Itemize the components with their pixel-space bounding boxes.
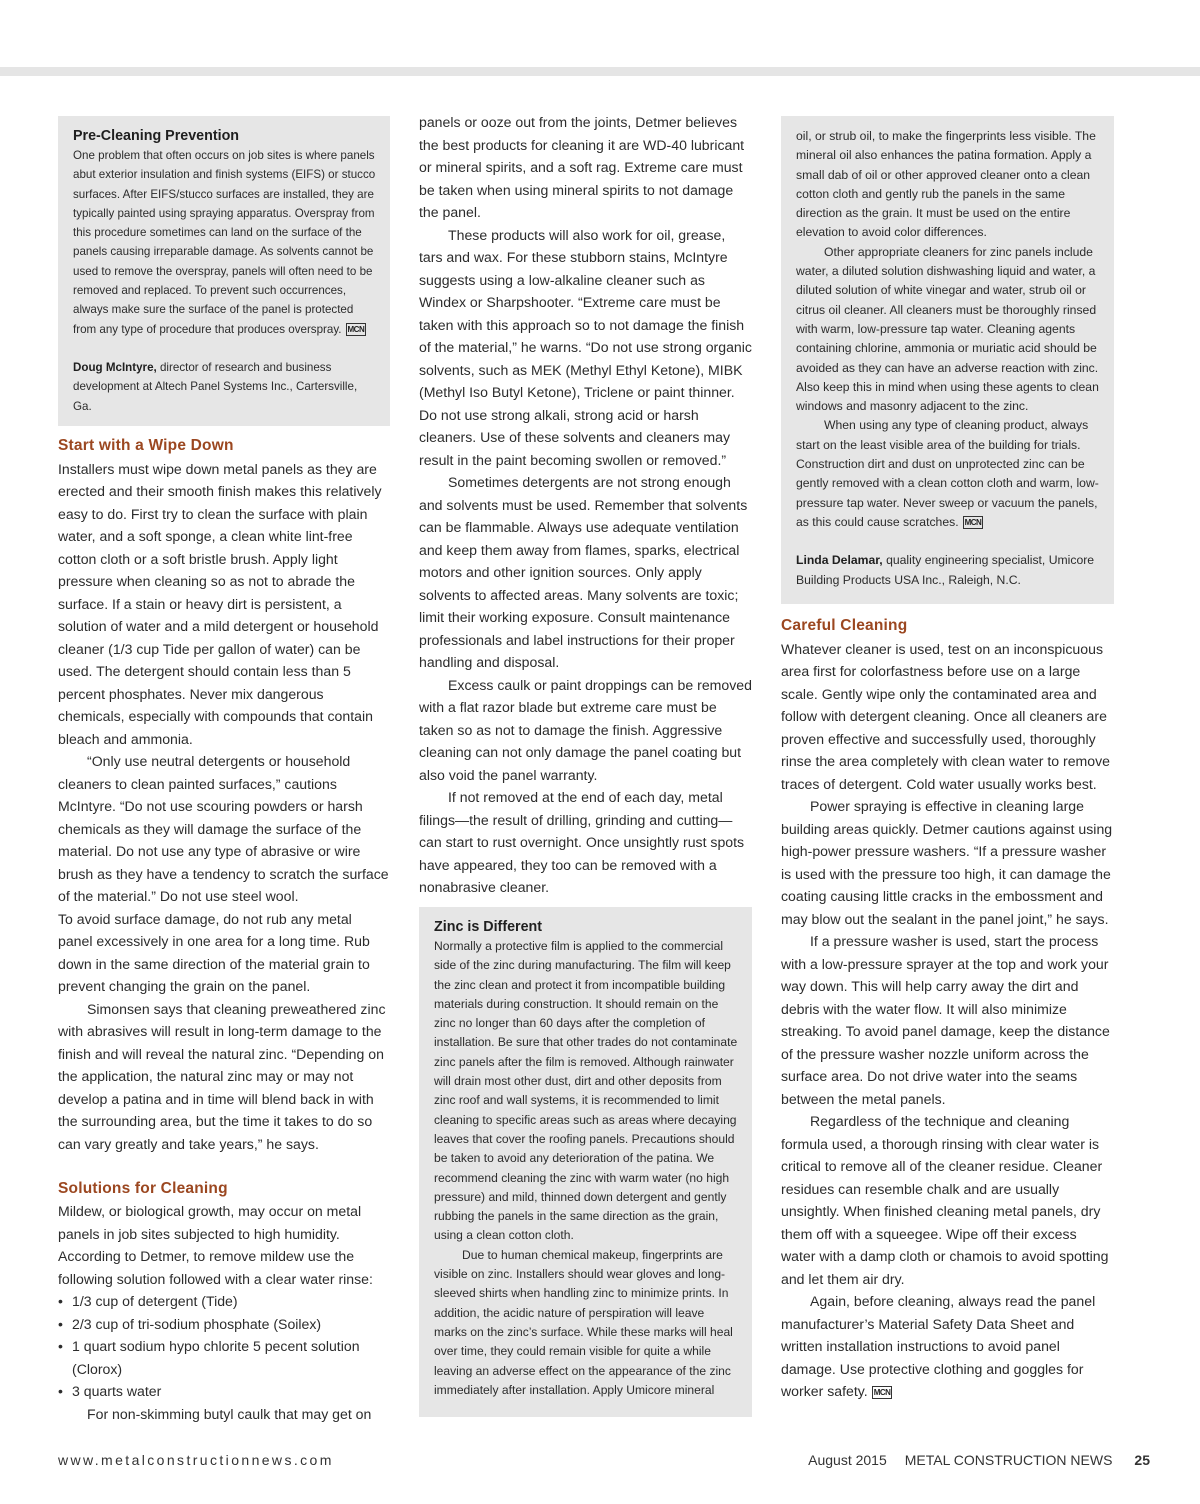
sidebar-zinc: [419, 907, 752, 1417]
bullet-list: [58, 1290, 390, 1403]
article-column-2: [419, 111, 752, 899]
heading-solutions: Solutions for Cleaning: [58, 1179, 228, 1197]
paragraph: If not removed at the end of each day, metal filings—the result of drilling, grinding and cutting—can start to rust overnight. Once unsightly rust spots have appeared, they too can be removed with a nonabrasive cleaner.: [419, 789, 745, 895]
paragraph: Excess caulk or paint droppings can be removed with a flat razor blade but extreme care must be taken so as not to damage the finish. Aggressive cleaning can not only damage the panel coating but also void the panel warranty.: [419, 676, 752, 783]
sidebar-body: Normally a protective film is applied to the commercial side of the zinc during manufacturing. The film will keep the zinc clean and protect it from incompatible building materials during construction. It should remain on the zinc no longer than 60 days after the completion of installation. Be sure that other trades do not contaminate zinc panels after the film is removed. Although rainwater will drain most other dust, dirt and other deposits from zinc roof and wall systems, it is recommended to limit cleaning to specific areas such as areas where decaying leaves that cover the roofing panels. Precautions should be taken to avoid any deterioration of the patina. We recommend cleaning the zinc with warm water (no high pressure) and mild, thinned down detergent and gently rubbing the panels in the same direction as the grain, using a clean cotton cloth.: [434, 939, 738, 1243]
article-column-1: [58, 435, 390, 1425]
paragraph: These products will also work for oil, grease, tars and wax. For these stubborn stains, McIntyre suggests using a low-alkaline cleaner such as Windex or Sharpshooter. “Extreme care must be taken with this approach so to not damage the finish of the material,” he warns. “Do not use strong organic solvents, such as MEK (Methyl Ethyl Ketone), MIBK (Methyl Iso Butyl Ketone), Triclene or paint thinner. Do not use strong alkali, strong acid or harsh cleaners. Use of these solvents and cleaners may result in the paint becoming swollen or removed.”: [419, 226, 752, 468]
sidebar-byline: Doug McIntyre, director of research and business development at Altech Panel Systems Inc., Cartersville, Ga.: [73, 360, 358, 413]
mcn-logo-icon: MCN: [873, 1388, 891, 1397]
sidebar-zinc-continued: [781, 116, 1114, 604]
paragraph: Power spraying is effective in cleaning large building areas quickly. Detmer cautions against using high-power pressure washers. “If a pressure washer is used with the pressure too high, it can damage the coating causing little cracks in the embossment and may blow out the sealant in the panel joint,” he says.: [781, 798, 1113, 927]
sidebar-byline: Linda Delamar, quality engineering specialist, Umicore Building Products USA Inc., Raleigh, N.C.: [796, 553, 1095, 587]
paragraph: Sometimes detergents are not strong enough and solvents must be used. Remember that solvents can be flammable. Always use adequate ventilation and keep them away from flames, sparks, electrical motors and other ignition sources. Only apply solvents to affected areas. Many solvents are toxic; limit their working exposure. Consult maintenance professionals and label instructions for their proper handling and disposal.: [419, 474, 748, 670]
page-number: 25: [1134, 1452, 1150, 1468]
list-item: • 2/3 cup of tri-sodium phosphate (Soilex): [58, 1313, 390, 1336]
list-item: • 3 quarts water: [58, 1380, 390, 1403]
article-column-3: [781, 615, 1114, 1403]
list-item: • 1 quart sodium hypo chlorite 5 pecent solution (Clorox): [58, 1335, 390, 1380]
footer-publication: METAL CONSTRUCTION NEWS: [904, 1452, 1113, 1468]
paragraph: If a pressure washer is used, start the process with a low-pressure sprayer at the top and work your way down. This will help carry away the dirt and debris with the water flow. It will also minimize streaking. To avoid panel damage, keep the distance of the pressure washer nozzle uniform across the surface area. Do not drive water into the seams between the metal panels.: [781, 933, 1110, 1107]
sidebar-body: Other appropriate cleaners for zinc panels include water, a diluted solution dishwashing liquid and water, a diluted solution of white vinegar and water, strub oil or citrus oil cleaner. All cleaners must be thoroughly rinsed with warm, low-pressure tap water. Cleaning agents containing chlorine, ammonia or muriatic acid should be avoided as they can have an adverse reaction with zinc. Also keep this in mind when using these agents to clean windows and masonry adjacent to the zinc.: [796, 244, 1099, 414]
sidebar-body: When using any type of cleaning product, always start on the least visible area of the building for trials. Construction dirt and dust on unprotected zinc can be gently removed with a clean cotton cloth and warm, low-pressure tap water. Never sweep or vacuum the panels, as this could cause scratches. MCN: [796, 418, 1099, 529]
heading-wipe-down: Start with a Wipe Down: [58, 437, 234, 454]
list-item: • 1/3 cup of detergent (Tide): [58, 1290, 390, 1313]
footer-website-link[interactable]: www.metalconstructionnews.com: [58, 1452, 334, 1468]
paragraph: Whatever cleaner is used, test on an inconspicuous area first for colorfastness before use on a large scale. Gently wipe only the contaminated area and follow with detergent cleaning. Once all cleaners are proven effective and successfully used, thoroughly rinse the area completely with clean water to remove traces of detergent. Cold water usually works best.: [781, 640, 1111, 792]
paragraph: Simonsen says that cleaning preweathered zinc with abrasives will result in long-term damage to the finish and will reveal the natural zinc. “Depending on the application, the natural zinc may or may not develop a patina and in time will blend back in with the surrounding area, but the time it takes to do so can vary greatly and take years,” he says.: [58, 1000, 386, 1152]
sidebar-title: Zinc is Different: [434, 919, 543, 935]
sidebar-body: oil, or strub oil, to make the fingerprints less visible. The mineral oil also enhances the patina formation. Apply a small dab of oil or other approved cleaner onto a clean cotton cloth and gently rub the panels in the same direction as the grain. It must be used on the entire elevation to avoid color differences.: [796, 129, 1096, 240]
paragraph: To avoid surface damage, do not rub any metal panel excessively in one area for a long time. Rub down in the same direction of the material grain to prevent changing the grain on the panel.: [58, 910, 370, 994]
sidebar-title: Pre-Cleaning Prevention: [73, 128, 240, 144]
paragraph: Again, before cleaning, always read the panel manufacturer’s Material Safety Data Sheet and written installation instructions to avoid panel damage. Use protective clothing and goggles for worker safety. MCN: [781, 1293, 1096, 1399]
paragraph: Regardless of the technique and cleaning formula used, a thorough rinsing with clear water is critical to remove all of the cleaner residue. Cleaner residues can resemble chalk and are usually unsightly. When finished cleaning metal panels, dry them off with a squeegee. Wipe off their excess water with a damp cloth or chamois to avoid spotting and let them air dry.: [781, 1113, 1109, 1287]
paragraph: “Only use neutral detergents or household cleaners to clean painted surfaces,” cautions McIntyre. “Do not use scouring powders or harsh chemicals as they will damage the surface of the material. Do not use any type of abrasive or wire brush as they have a tendency to scratch the surface of the material.” Do not use steel wool.: [58, 753, 389, 904]
mcn-logo-icon: MCN: [347, 324, 365, 334]
paragraph: Installers must wipe down metal panels as they are erected and their smooth finish makes this relatively easy to do. First try to clean the surface with plain water, and a soft sponge, a clean white lint-free cotton cloth or a soft bristle brush. Apply light pressure when cleaning so as not to abrade the surface. If a stain or heavy dirt is persistent, a solution of water and a mild detergent or household cleaner (1/3 cup Tide per gallon of water) can be used. The detergent should contain less than 5 percent phosphates. Never mix dangerous chemicals, especially with compounds that contain bleach and ammonia.: [58, 460, 382, 747]
sidebar-body: One problem that often occurs on job sites is where panels abut exterior insulation and finish systems (EIFS) or stucco surfaces. After EIFS/stucco surfaces are installed, they are typically painted using spraying apparatus. Overspray from this procedure sometimes can land on the surface of the panels causing irreparable damage. As solvents cannot be used to remove the overspray, panels will often need to be removed and replaced. To prevent such occurrences, always make sure the surface of the panel is protected from any type of procedure that produces overspray. MCN: [73, 149, 376, 336]
sidebar-body: Due to human chemical makeup, fingerprints are visible on zinc. Installers should wear gloves and long-sleeved shirts when handling zinc to minimize prints. In addition, the acidic nature of perspiration will leave marks on the zinc’s surface. While these marks will heal over time, they could remain visible for quite a while leaving an adverse effect on the appearance of the zinc immediately after installation. Apply Umicore mineral: [434, 1247, 733, 1397]
paragraph: For non-skimming butyl caulk that may get on: [87, 1405, 372, 1422]
top-gray-band: [0, 67, 1200, 76]
mcn-logo-icon: MCN: [964, 517, 982, 527]
heading-careful-cleaning: Careful Cleaning: [781, 617, 908, 634]
paragraph: Mildew, or biological growth, may occur on metal panels in job sites subjected to high humidity. According to Detmer, to remove mildew use the following solution followed with a clear water rinse:: [58, 1203, 373, 1287]
sidebar-precleaning: [58, 116, 390, 426]
footer-info: [808, 1452, 1150, 1468]
footer-date: August 2015: [808, 1452, 887, 1468]
paragraph: panels or ooze out from the joints, Detmer believes the best products for cleaning it are WD-40 lubricant or mineral spirits, and a soft rag. Extreme care must be taken when using mineral spirits to not damage the panel.: [419, 114, 745, 220]
